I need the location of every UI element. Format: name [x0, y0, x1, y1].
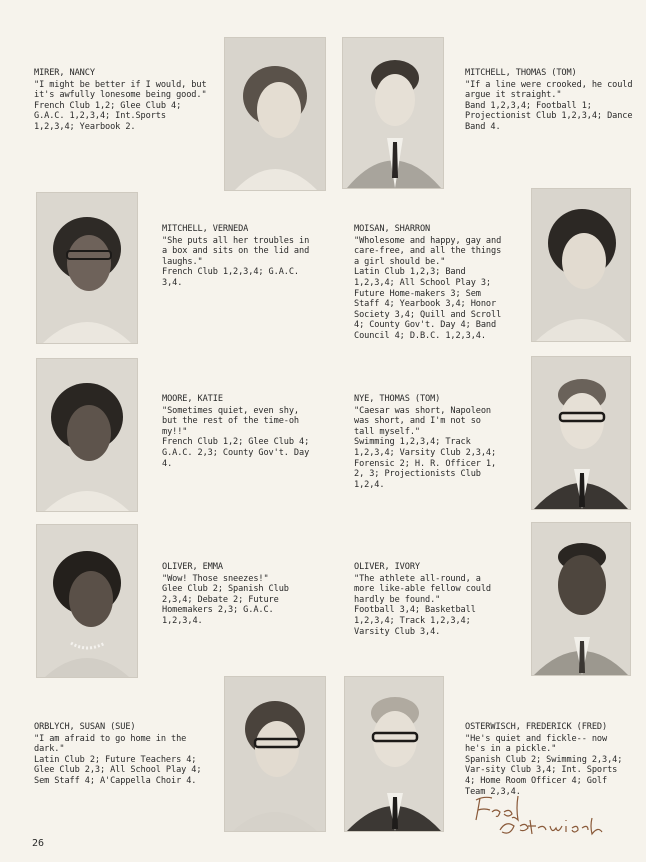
- entry-orblych: [34, 722, 206, 787]
- student-activities: French Club 1,2,3,4; G.A.C. 3,4.: [162, 267, 299, 288]
- student-activities: Swimming 1,2,3,4; Track 1,2,3,4; Varsity Club 2,3,4; Forensic 2; H. R. Officer 1, 2, 3; Projectionists Club 1,2,4.: [354, 437, 497, 490]
- student-name: MIRER, NANCY: [34, 68, 95, 78]
- student-quote: "He's quiet and fickle-- now he's in a pickle.": [465, 733, 608, 755]
- student-activities: Latin Club 2; Future Teachers 4; Glee Club 2,3; All School Play 4; Sem Staff 4; A'Cappella Choir 4.: [34, 754, 202, 786]
- student-activities: Spanish Club 2; Swimming 2,3,4; Var-sity Club 3,4; Int. Sports 4; Home Room Officer 4; Golf Team 2,3,4.: [465, 754, 623, 797]
- student-activities: Latin Club 1,2,3; Band 1,2,3,4; All School Play 3; Future Home-makers 3; Sem Staff 4; Yearbook 3,4; Honor Society 3,4; Quill and Scroll 4; County Gov't. Day 4; Band Council 4; D.B.C. 1,2,3,4.: [354, 267, 502, 341]
- entry-osterwisch: [465, 722, 630, 797]
- entry-mitchell-verneda: [162, 224, 317, 289]
- portrait-photo-oliver-ivory: [531, 522, 631, 676]
- student-quote: "I might be better if I would, but it's awfully lonesome being good.": [34, 79, 207, 101]
- page-number: 26: [32, 838, 45, 849]
- portrait-photo-oliver-emma: [36, 524, 138, 678]
- entry-oliver-ivory: [354, 562, 506, 637]
- entry-moore: [162, 394, 317, 469]
- student-quote: "Wow! Those sneezes!": [162, 573, 269, 584]
- student-name: OLIVER, EMMA: [162, 562, 223, 572]
- portrait-photo-orblych: [224, 676, 326, 832]
- portrait-photo-mitchell-verneda: [36, 192, 138, 344]
- student-name: OLIVER, IVORY: [354, 562, 420, 572]
- student-activities: Football 3,4; Basketball 1,2,3,4; Track 1,2,3,4; Varsity Club 3,4.: [354, 605, 476, 637]
- student-activities: French Club 1,2; Glee Club 4; G.A.C. 1,2,3,4; Int.Sports 1,2,3,4; Yearbook 2.: [34, 100, 182, 132]
- student-quote: "I am afraid to go home in the dark.": [34, 733, 187, 755]
- portrait-photo-mitchell-thomas: [342, 37, 444, 189]
- entry-mitchell-thomas: [465, 68, 633, 133]
- entry-mirer: [34, 68, 209, 133]
- student-activities: Glee Club 2; Spanish Club 2,3,4; Debate 2; Future Homemakers 2,3; G.A.C. 1,2,3,4.: [162, 584, 289, 626]
- portrait-photo-nye: [531, 356, 631, 510]
- student-quote: "If a line were crooked, he could argue it straight.": [465, 79, 633, 101]
- student-name: ORBLYCH, SUSAN (SUE): [34, 722, 136, 732]
- student-quote: "Caesar was short, Napoleon was short, and I'm not so tall myself.": [354, 405, 491, 437]
- entry-moisan: [354, 224, 506, 342]
- student-activities: Band 1,2,3,4; Football 1; Projectionist Club 1,2,3,4; Dance Band 4.: [465, 100, 633, 132]
- portrait-photo-moore: [36, 358, 138, 512]
- entry-oliver-emma: [162, 562, 317, 627]
- student-name: MITCHELL, VERNEDA: [162, 224, 249, 234]
- student-name: MOISAN, SHARRON: [354, 224, 431, 234]
- portrait-photo-moisan: [531, 188, 631, 342]
- student-activities: French Club 1,2; Glee Club 4; G.A.C. 2,3; County Gov't. Day 4.: [162, 437, 310, 469]
- student-name: MITCHELL, THOMAS (TOM): [465, 68, 577, 78]
- student-name: MOORE, KATIE: [162, 394, 223, 404]
- student-name: NYE, THOMAS (TOM): [354, 394, 441, 404]
- student-name: OSTERWISCH, FREDERICK (FRED): [465, 722, 608, 732]
- portrait-photo-osterwisch: [344, 676, 444, 832]
- student-quote: "The athlete all-round, a more like-able fellow could hardly be found.": [354, 573, 491, 605]
- entry-nye: [354, 394, 506, 490]
- student-quote: "Wholesome and happy, gay and care-free, and all the things a girl should be.": [354, 235, 502, 267]
- student-quote: "Sometimes quiet, even shy, but the rest of the time-oh my!!": [162, 405, 299, 437]
- portrait-photo-mirer: [224, 37, 326, 191]
- handwritten-signature: [470, 790, 620, 840]
- student-quote: "She puts all her troubles in a box and sits on the lid and laughs.": [162, 235, 310, 267]
